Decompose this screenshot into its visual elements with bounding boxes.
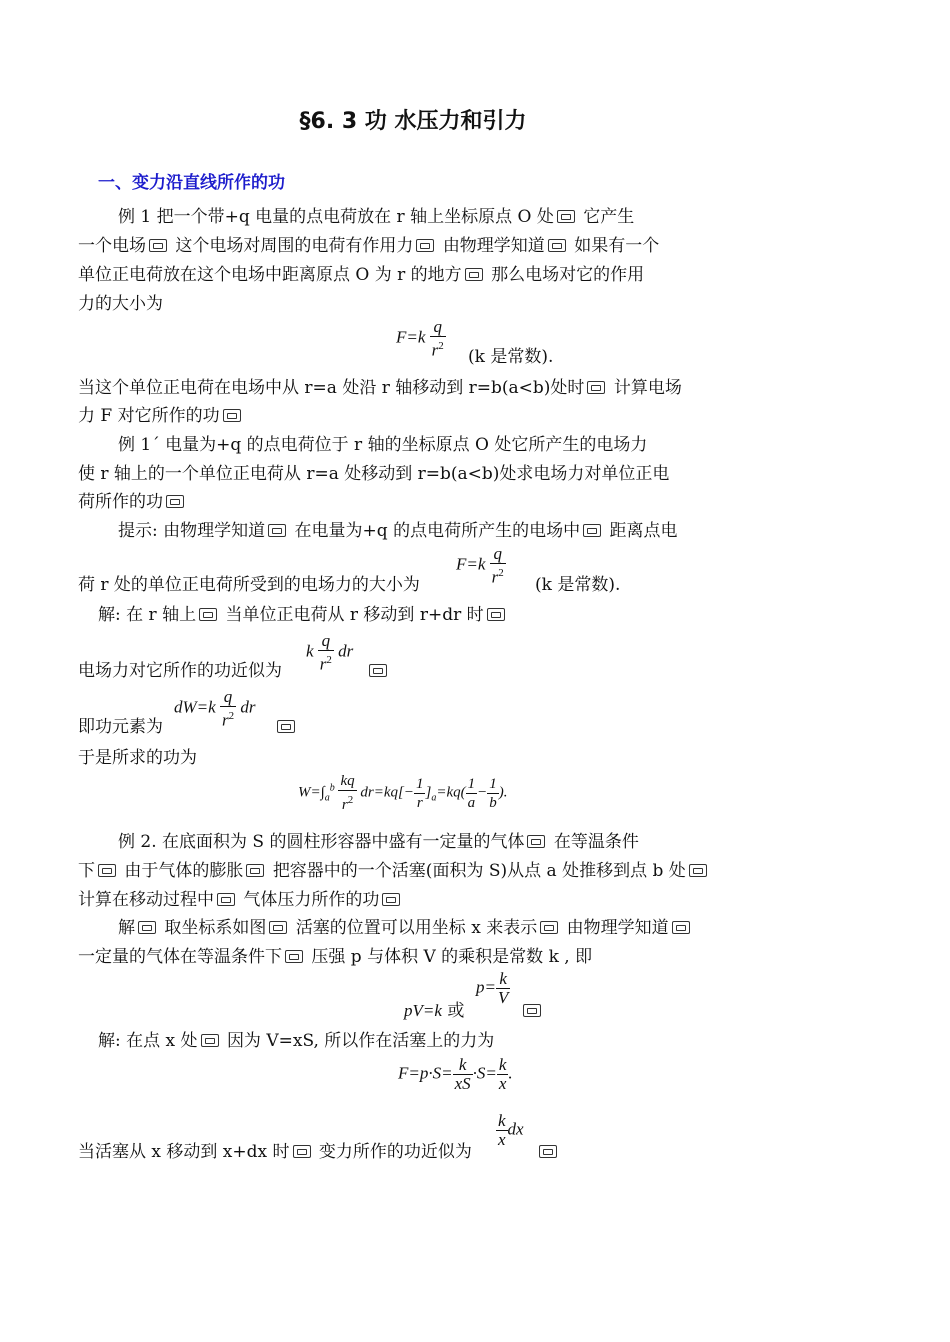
paragraph-line: 使 r 轴上的一个单位正电荷从 r=a 处移动到 r=b(a<b)处求电场力对单位正电 <box>78 464 670 484</box>
formula-coulomb-2: F=k $\frac{q}{r^2}$ <box>456 544 504 587</box>
placeholder-icon <box>523 1004 541 1017</box>
placeholder-line <box>274 716 298 738</box>
placeholder-icon <box>223 409 241 422</box>
paragraph-line: 例 1´ 电量为+q 的点电荷位于 r 轴的坐标原点 O 处它所产生的电场力 <box>118 435 648 455</box>
placeholder-icon <box>587 381 605 394</box>
placeholder-line <box>536 1141 560 1163</box>
placeholder-icon <box>369 664 387 677</box>
formula-note: (k 是常数). <box>535 575 621 595</box>
paragraph-line: 例 2. 在底面积为 S 的圆柱形容器中盛有一定量的气体 在等温条件 <box>118 832 639 852</box>
paragraph-line: 当这个单位正电荷在电场中从 r=a 处沿 r 轴移动到 r=b(a<b)处时 计算电场 <box>78 378 682 398</box>
placeholder-icon <box>548 239 566 252</box>
placeholder-icon <box>277 720 295 733</box>
paragraph-line: 例 1 把一个带+q 电量的点电荷放在 r 轴上坐标原点 O 处 它产生 <box>118 207 635 227</box>
placeholder-icon <box>268 524 286 537</box>
placeholder-icon <box>487 608 505 621</box>
placeholder-icon <box>540 921 558 934</box>
formula-p-equals: p= $\frac{k}{V}$ <box>476 969 509 1007</box>
placeholder-icon <box>293 1145 311 1158</box>
paragraph-line: 电场力对它所作的功近似为 <box>78 661 282 681</box>
placeholder-icon <box>98 864 116 877</box>
placeholder-icon <box>416 239 434 252</box>
placeholder-line <box>520 1000 544 1022</box>
placeholder-icon <box>527 835 545 848</box>
placeholder-line <box>366 660 390 682</box>
paragraph-line: 荷 r 处的单位正电荷所受到的电场力的大小为 <box>78 575 420 595</box>
paragraph-line: 解 取坐标系如图 活塞的位置可以用坐标 x 来表示 由物理学知道 <box>118 917 693 939</box>
paragraph-line: 一个电场 这个电场对周围的电荷有作用力 由物理学知道 如果有一个 <box>78 236 660 256</box>
paragraph-line: 当活塞从 x 移动到 x+dx 时 变力所作的功近似为 <box>78 1142 472 1162</box>
paragraph-line: 力的大小为 <box>78 294 163 314</box>
paragraph-line: 荷所作的功 <box>78 491 187 513</box>
placeholder-icon <box>285 950 303 963</box>
paragraph-line: 解: 在 r 轴上 当单位正电荷从 r 移动到 r+dr 时 <box>98 604 508 626</box>
formula-kdx: $\frac{k}{x}$ dx <box>498 1111 524 1149</box>
formula-integral: $W=\int_a^b$ $\frac{kq}{r^2}$ dr=kq[− $\frac{1}{r}$ ]$_a=kq$( $\frac{1}{a}$ − $\frac{1}{b}$ ). <box>298 773 508 813</box>
placeholder-icon <box>539 1145 557 1158</box>
paragraph-line: 下 由于气体的膨胀 把容器中的一个活塞(面积为 S)从点 a 处推移到点 b 处 <box>78 860 710 882</box>
placeholder-icon <box>269 921 287 934</box>
placeholder-icon <box>583 524 601 537</box>
placeholder-icon <box>382 893 400 906</box>
placeholder-icon <box>557 210 575 223</box>
paragraph-line: 计算在移动过程中 气体压力所作的功 <box>78 889 403 911</box>
placeholder-icon <box>199 608 217 621</box>
paragraph-line: 于是所求的功为 <box>78 748 197 768</box>
formula-work-approx: k $\frac{q}{r^2}$ dr <box>306 631 354 674</box>
placeholder-icon <box>138 921 156 934</box>
placeholder-icon <box>166 495 184 508</box>
page-title: §6. 3 功 水压力和引力 <box>299 109 527 134</box>
paragraph-line: 一定量的气体在等温条件下 压强 p 与体积 V 的乘积是常数 k , 即 <box>78 947 593 967</box>
placeholder-icon <box>465 268 483 281</box>
formula-pv: pV=k 或 <box>404 1001 465 1021</box>
paragraph-line: 解: 在点 x 处 因为 V=xS, 所以作在活塞上的力为 <box>98 1031 495 1051</box>
placeholder-icon <box>672 921 690 934</box>
formula-work-element: dW=k $\frac{q}{r^2}$ dr <box>174 687 256 730</box>
placeholder-icon <box>246 864 264 877</box>
paragraph-line: 单位正电荷放在这个电场中距离原点 O 为 r 的地方 那么电场对它的作用 <box>78 265 645 285</box>
formula-coulomb: F=k $\frac{q}{r^2}$ <box>396 317 444 360</box>
section-heading: 一、变力沿直线所作的功 <box>98 173 285 193</box>
paragraph-line: 即功元素为 <box>78 717 163 737</box>
formula-note: (k 是常数). <box>468 347 554 367</box>
formula-force: F=p·S= $\frac{k}{xS}$ ·S= $\frac{k}{x}$ . <box>398 1055 513 1093</box>
paragraph-line: 提示: 由物理学知道 在电量为+q 的点电荷所产生的电场中 距离点电 <box>118 521 678 541</box>
placeholder-icon <box>201 1034 219 1047</box>
placeholder-icon <box>689 864 707 877</box>
placeholder-icon <box>217 893 235 906</box>
paragraph-line: 力 F 对它所作的功 <box>78 405 244 427</box>
placeholder-icon <box>149 239 167 252</box>
